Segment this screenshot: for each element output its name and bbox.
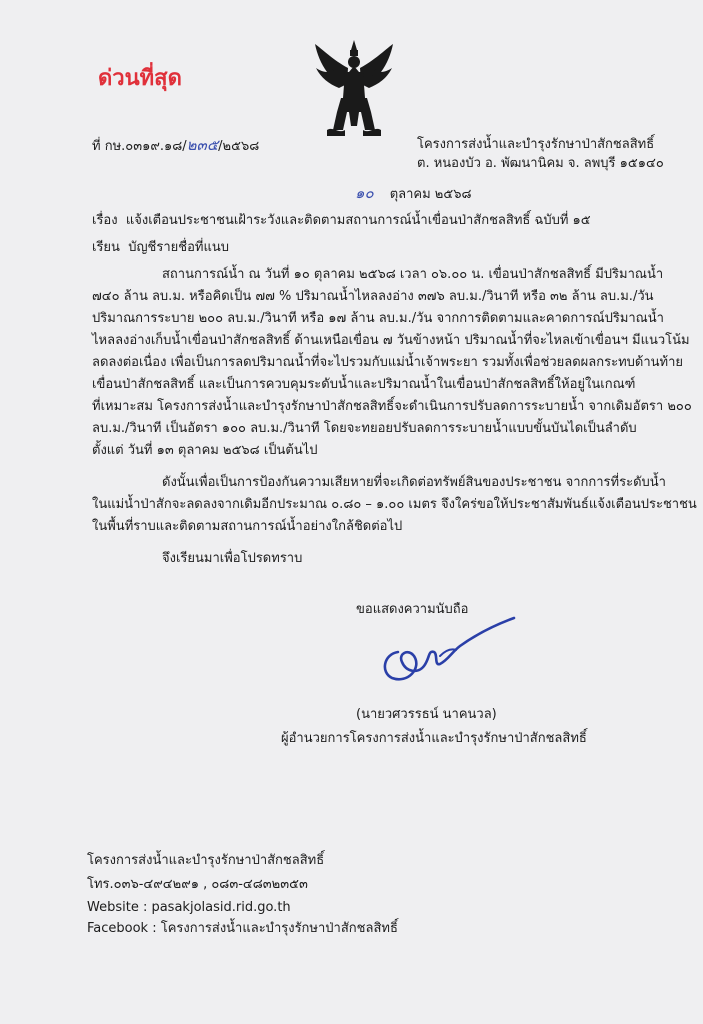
signer-position: ผู้อำนวยการโครงการส่งน้ำและบำรุงรักษาป่าสักชลสิทธิ์ xyxy=(281,731,587,746)
para1-line-1: สถานการณ์น้ำ ณ วันที่ ๑๐ ตุลาคม ๒๕๖๘ เวลา ๐๖.๐๐ น. เขื่อนป่าสักชลสิทธิ์ มีปริมาณน้ำ xyxy=(162,267,664,282)
closing-request: จึงเรียนมาเพื่อโปรดทราบ xyxy=(162,551,303,566)
reference-number xyxy=(92,137,259,155)
urgency-label: ด่วนที่สุด xyxy=(98,66,182,91)
footer-phone: โทร.๐๓๖-๔๙๔๒๙๑ , ๐๘๓-๔๘๓๒๓๕๓ xyxy=(87,877,308,892)
letter-date xyxy=(355,185,471,203)
para1-line-5: ลดลงต่อเนื่อง เพื่อเป็นการลดปริมาณน้ำที่จะไปรวมกับแม่น้ำเจ้าพระยา รวมทั้งเพื่อช่วยลดผลกระทบด้านท้าย xyxy=(92,355,684,370)
para1-line-6: เขื่อนป่าสักชลสิทธิ์ และเป็นการควบคุมระดับน้ำและปริมาณน้ำในเขื่อนป่าสักชลสิทธิ์ให้อยู่ในเกณฑ์ xyxy=(92,377,636,392)
reference-suffix: /๒๕๖๘ xyxy=(218,139,260,154)
reference-prefix: ที่ กษ.๐๓๑๙.๑๘/ xyxy=(92,139,187,154)
footer-website[interactable]: Website : pasakjolasid.rid.go.th xyxy=(87,900,291,915)
signer-name: (นายวศวรรธน์ นาคนวล) xyxy=(356,707,497,722)
date-month-year: ตุลาคม ๒๕๖๘ xyxy=(389,187,472,202)
para2-line-2: ในแม่น้ำป่าสักจะลดลงจากเดิมอีกประมาณ ๐.๘๐ – ๑.๐๐ เมตร จึงใคร่ขอให้ประชาสัมพันธ์แจ้งเตือนประชาชน xyxy=(92,497,697,512)
subject-label: เรื่อง xyxy=(92,213,118,228)
recipient-text: บัญชีรายชื่อที่แนบ xyxy=(128,240,229,255)
para1-line-7: ที่เหมาะสม โครงการส่งน้ำและบำรุงรักษาป่าสักชลสิทธิ์จะดำเนินการปรับลดการระบายน้ำ จากเดิมอัตรา ๒๐๐ xyxy=(92,399,692,414)
para1-line-8: ลบ.ม./วินาที เป็นอัตรา ๑๐๐ ลบ.ม./วินาที โดยจะทยอยปรับลดการระบายน้ำแบบขั้นบันไดเป็นลำดับ xyxy=(92,421,637,436)
recipient-line xyxy=(92,240,229,256)
salutation: ขอแสดงความนับถือ xyxy=(356,602,469,617)
para2-line-3: ในพื้นที่ราบและติดตามสถานการณ์น้ำอย่างใกล้ชิดต่อไป xyxy=(92,519,403,534)
org-name: โครงการส่งน้ำและบำรุงรักษาป่าสักชลสิทธิ์ xyxy=(417,137,655,152)
footer-facebook[interactable]: Facebook : โครงการส่งน้ำและบำรุงรักษาป่าสักชลสิทธิ์ xyxy=(87,921,398,936)
garuda-emblem-icon xyxy=(313,38,395,138)
para1-line-9: ตั้งแต่ วันที่ ๑๓ ตุลาคม ๒๕๖๘ เป็นต้นไป xyxy=(92,443,318,458)
subject-text: แจ้งเตือนประชาชนเฝ้าระวังและติดตามสถานการณ์น้ำเขื่อนป่าสักชลสิทธิ์ ฉบับที่ ๑๕ xyxy=(125,213,591,228)
para1-line-3: ปริมาณการระบาย ๒๐๐ ลบ.ม./วินาที หรือ ๑๗ ล้าน ลบ.ม./วัน จากการติดตามและคาดการณ์ปริมาณน้ำ xyxy=(92,311,664,326)
recipient-label: เรียน xyxy=(92,240,120,255)
date-day-handwritten: ๑๐ xyxy=(355,184,374,202)
para2-line-1: ดังนั้นเพื่อเป็นการป้องกันความเสียหายที่จะเกิดต่อทรัพย์สินของประชาชน จากการที่ระดับน้ำ xyxy=(162,475,666,490)
handwritten-signature xyxy=(378,612,518,690)
subject-line xyxy=(92,213,591,229)
para1-line-2: ๗๔๐ ล้าน ลบ.ม. หรือคิดเป็น ๗๗ % ปริมาณน้ำไหลลงอ่าง ๓๗๖ ลบ.ม./วินาที หรือ ๓๒ ล้าน ลบ.ม./วัน xyxy=(92,289,654,304)
org-address: ต. หนองบัว อ. พัฒนานิคม จ. ลพบุรี ๑๕๑๔๐ xyxy=(417,156,664,171)
footer-org-name: โครงการส่งน้ำและบำรุงรักษาป่าสักชลสิทธิ์ xyxy=(87,853,325,868)
reference-number-handwritten: ๒๓๕ xyxy=(186,136,219,154)
para1-line-4: ไหลลงอ่างเก็บน้ำเขื่อนป่าสักชลสิทธิ์ ด้านเหนือเขื่อน ๗ วันข้างหน้า ปริมาณน้ำที่จะไหลเข้าเขื่อนฯ มีแนวโน้ม xyxy=(92,333,690,348)
